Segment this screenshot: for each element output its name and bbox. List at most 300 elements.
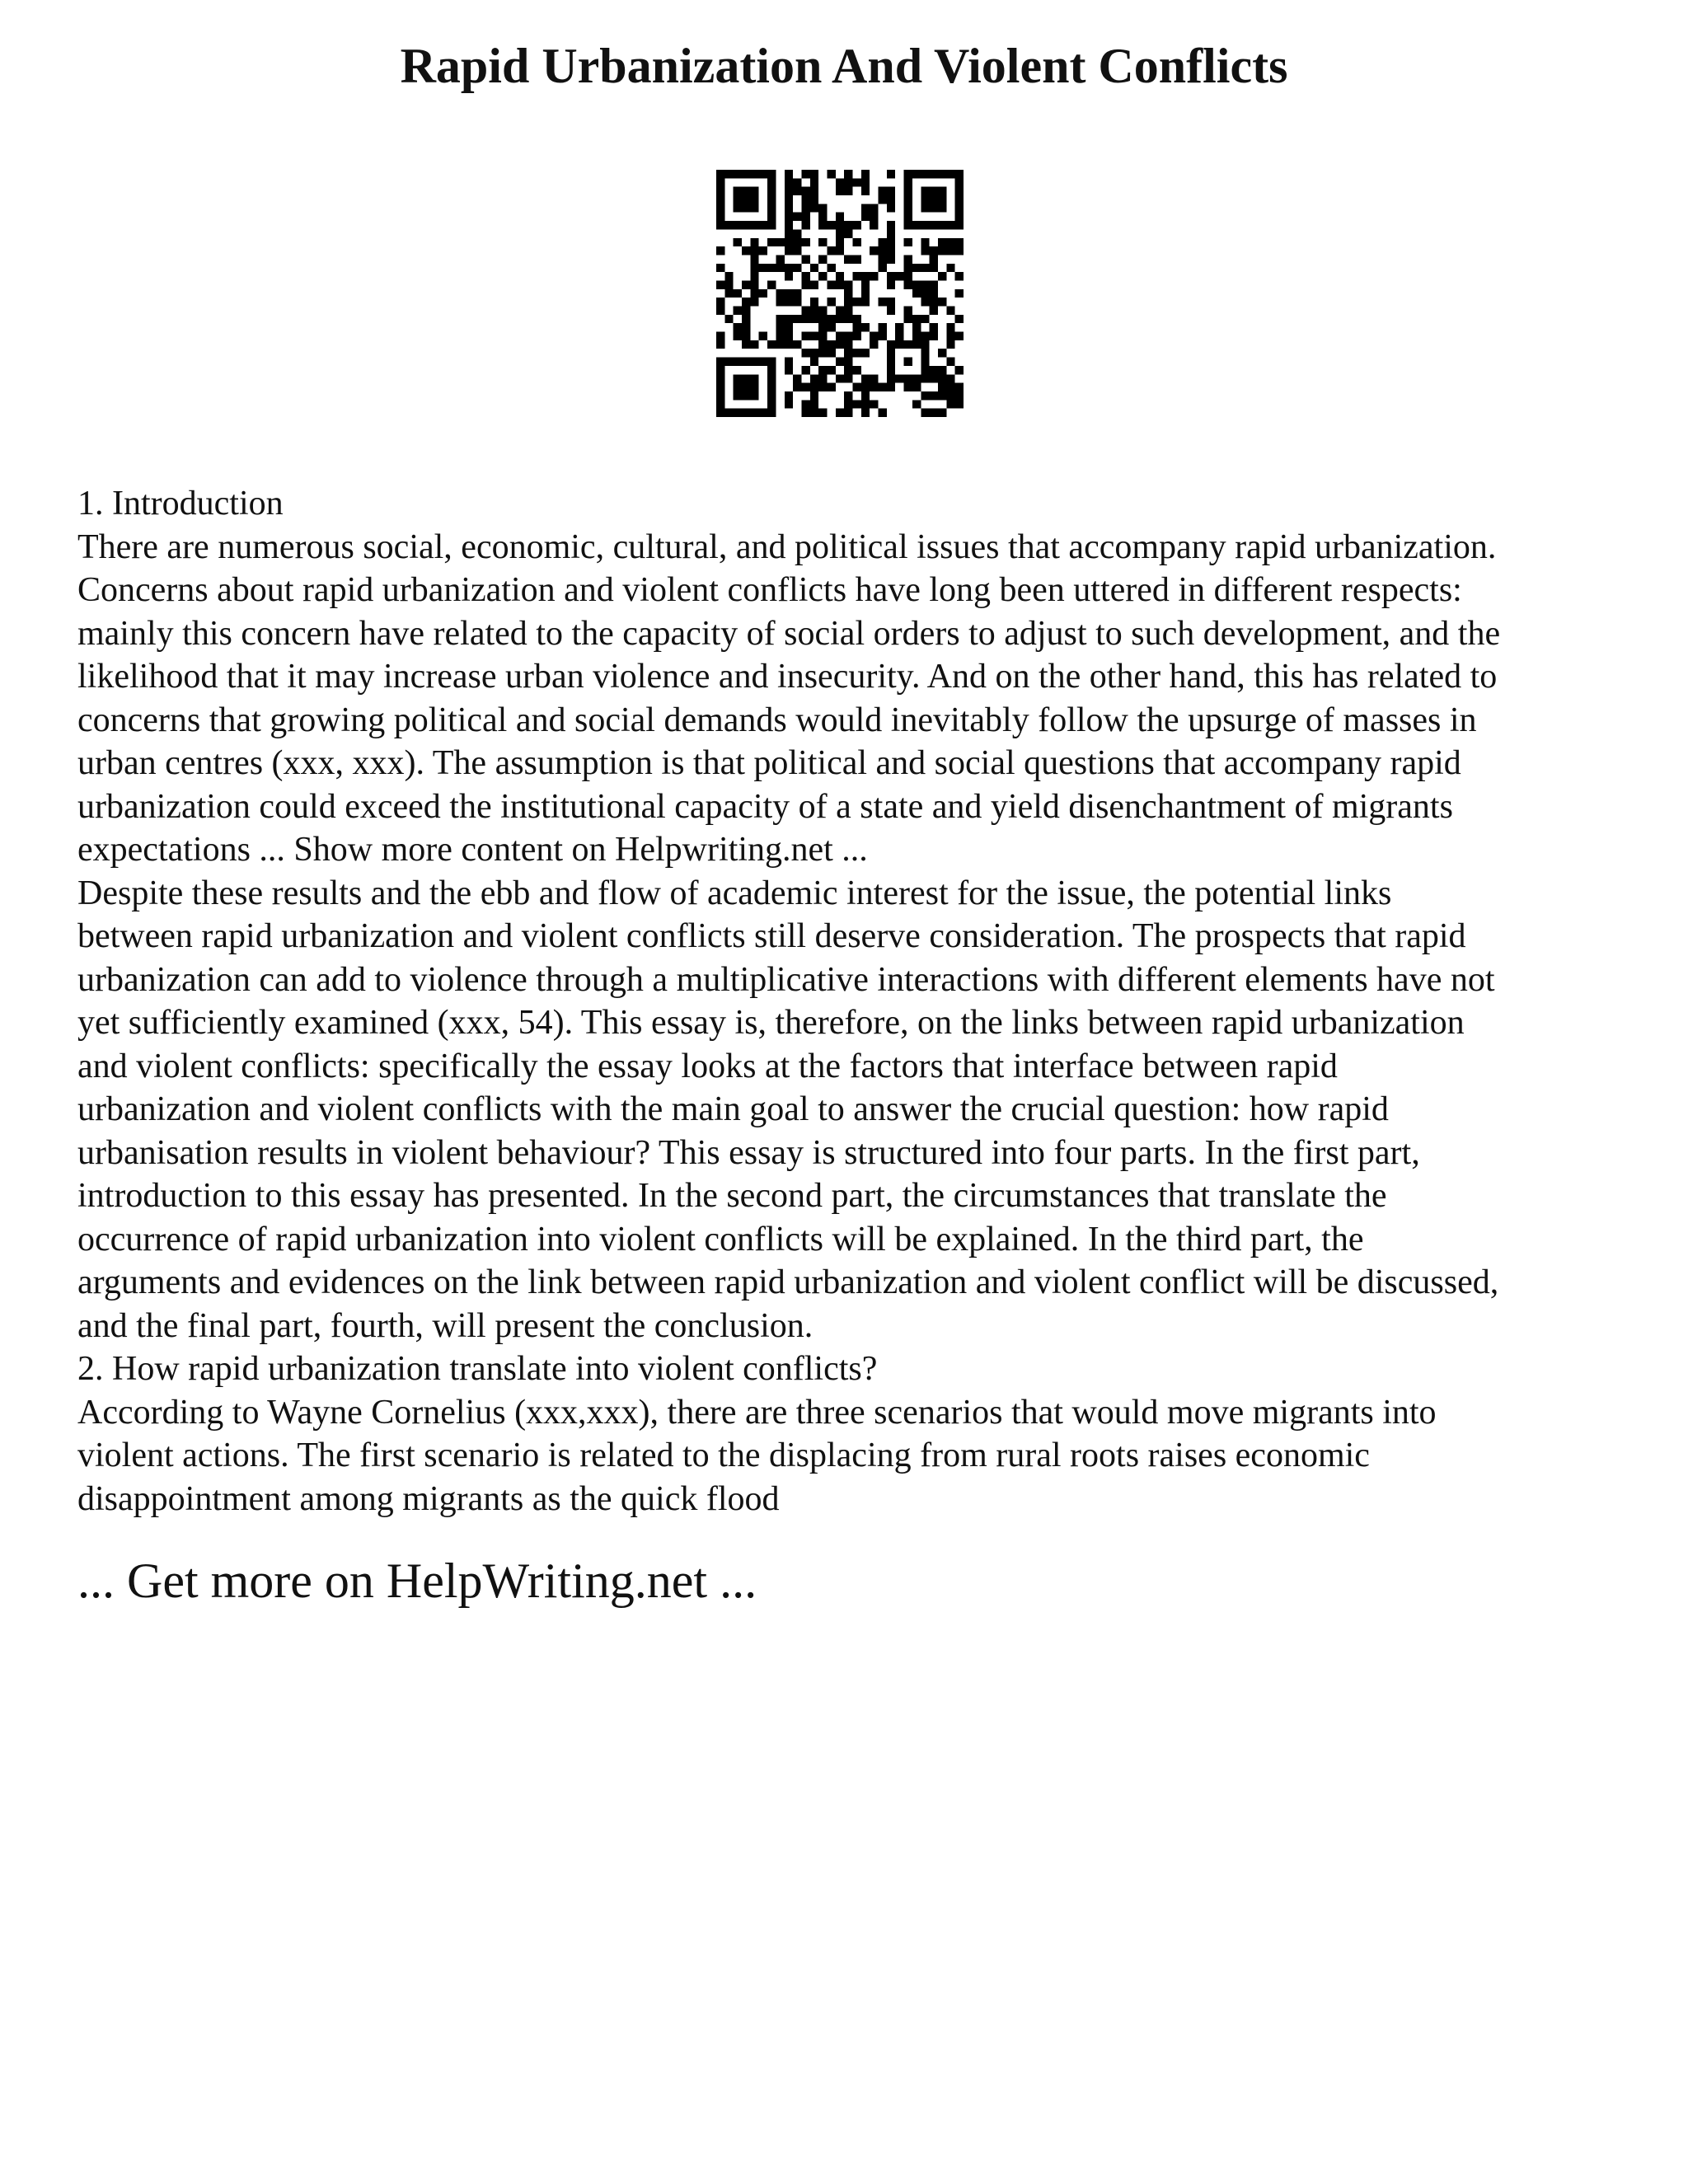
qr-module: [818, 374, 827, 382]
qr-module: [759, 170, 767, 178]
qr-module: [930, 246, 938, 255]
qr-module: [887, 229, 895, 237]
qr-module: [750, 298, 758, 306]
qr-module: [870, 246, 878, 255]
qr-module: [750, 187, 758, 195]
qr-module: [895, 374, 903, 382]
qr-module: [742, 358, 750, 366]
qr-module: [750, 246, 758, 255]
qr-module: [921, 238, 929, 246]
qr-module: [955, 213, 964, 221]
qr-module: [716, 358, 724, 366]
qr-module: [861, 349, 870, 357]
qr-module: [801, 366, 809, 374]
qr-module: [742, 307, 750, 315]
qr-module: [750, 391, 758, 400]
qr-module: [861, 280, 870, 288]
qr-module: [861, 272, 870, 280]
qr-code-icon[interactable]: [716, 170, 964, 417]
qr-module: [724, 170, 733, 178]
qr-module: [767, 178, 776, 186]
qr-module: [716, 340, 724, 349]
qr-module: [955, 246, 964, 255]
qr-module: [785, 272, 793, 280]
qr-module: [724, 289, 733, 298]
qr-module: [912, 170, 921, 178]
qr-module: [861, 187, 870, 195]
qr-module: [785, 315, 793, 323]
qr-module: [827, 315, 835, 323]
qr-module: [742, 315, 750, 323]
qr-module: [801, 238, 809, 246]
qr-module: [844, 358, 852, 366]
qr-module: [810, 178, 818, 186]
qr-module: [785, 391, 793, 400]
qr-module: [895, 323, 903, 331]
qr-module: [734, 409, 742, 417]
body-line: violent actions. The first scenario is related to the displacing from rural roots raises economic: [77, 1436, 1370, 1474]
qr-module: [921, 315, 929, 323]
qr-module: [904, 255, 912, 263]
qr-module: [750, 255, 758, 263]
qr-module: [879, 255, 887, 263]
section-heading-introduction: 1. Introduction: [77, 485, 284, 523]
qr-module: [810, 374, 818, 382]
qr-module: [785, 340, 793, 349]
qr-module: [844, 229, 852, 237]
qr-module: [818, 221, 827, 229]
qr-module: [734, 374, 742, 382]
qr-module: [767, 264, 776, 272]
qr-module: [759, 332, 767, 340]
qr-module: [844, 289, 852, 298]
qr-module: [921, 391, 929, 400]
qr-module: [946, 400, 954, 408]
qr-module: [793, 229, 801, 237]
qr-module: [946, 374, 954, 382]
qr-module: [895, 340, 903, 349]
qr-module: [930, 332, 938, 340]
qr-module: [716, 307, 724, 315]
qr-module: [921, 409, 929, 417]
qr-module: [750, 358, 758, 366]
body-line: urbanisation results in violent behaviour? This essay is structured into four parts. In the first part,: [77, 1133, 1420, 1172]
qr-module: [767, 340, 776, 349]
qr-module: [810, 400, 818, 408]
body-line: mainly this concern have related to the capacity of social orders to adjust to such development, and the: [77, 614, 1501, 653]
qr-module: [921, 332, 929, 340]
qr-module: [904, 187, 912, 195]
qr-module: [844, 366, 852, 374]
qr-module: [853, 221, 861, 229]
qr-module: [887, 204, 895, 212]
qr-module: [887, 349, 895, 357]
qr-module: [801, 315, 809, 323]
qr-module: [921, 264, 929, 272]
qr-module: [946, 238, 954, 246]
qr-module: [750, 170, 758, 178]
qr-module: [904, 374, 912, 382]
qr-module: [785, 323, 793, 331]
qr-module: [887, 221, 895, 229]
qr-module: [904, 264, 912, 272]
qr-module: [759, 246, 767, 255]
qr-module: [955, 272, 964, 280]
qr-module: [793, 213, 801, 221]
qr-module: [750, 272, 758, 280]
qr-module: [938, 409, 946, 417]
qr-module: [742, 195, 750, 204]
qr-module: [785, 366, 793, 374]
qr-module: [776, 264, 784, 272]
qr-module: [861, 400, 870, 408]
body-line: and violent conflicts: specifically the essay looks at the factors that interface between rapid: [77, 1047, 1338, 1085]
qr-module: [793, 238, 801, 246]
qr-module: [818, 340, 827, 349]
qr-module: [887, 238, 895, 246]
qr-module: [921, 221, 929, 229]
qr-module: [836, 409, 844, 417]
qr-module: [734, 391, 742, 400]
qr-module: [955, 204, 964, 212]
qr-module: [810, 204, 818, 212]
qr-module: [818, 315, 827, 323]
qr-module: [716, 221, 724, 229]
qr-module: [938, 272, 946, 280]
qr-module: [946, 391, 954, 400]
qr-module: [716, 409, 724, 417]
qr-module: [827, 298, 835, 306]
qr-module: [879, 264, 887, 272]
qr-module: [921, 187, 929, 195]
body-line: introduction to this essay has presented. In the second part, the circumstances that translate the: [77, 1177, 1387, 1215]
qr-module: [785, 246, 793, 255]
qr-module: [887, 298, 895, 306]
qr-module: [930, 264, 938, 272]
qr-module: [742, 391, 750, 400]
qr-module: [750, 221, 758, 229]
qr-module: [938, 221, 946, 229]
qr-module: [930, 289, 938, 298]
qr-module: [734, 358, 742, 366]
qr-module: [853, 238, 861, 246]
qr-module: [861, 178, 870, 186]
qr-module: [716, 332, 724, 340]
qr-module: [785, 178, 793, 186]
qr-module: [750, 289, 758, 298]
qr-module: [734, 307, 742, 315]
qr-module: [742, 280, 750, 288]
qr-module: [955, 366, 964, 374]
qr-module: [844, 391, 852, 400]
qr-module: [844, 400, 852, 408]
qr-module: [930, 255, 938, 263]
qr-module: [853, 349, 861, 357]
qr-module: [767, 366, 776, 374]
qr-module: [912, 400, 921, 408]
qr-module: [861, 213, 870, 221]
qr-module: [844, 221, 852, 229]
qr-module: [887, 383, 895, 391]
qr-module: [861, 374, 870, 382]
qr-module: [801, 213, 809, 221]
qr-module: [938, 298, 946, 306]
qr-module: [716, 178, 724, 186]
qr-module: [742, 246, 750, 255]
qr-module: [853, 272, 861, 280]
body-line: There are numerous social, economic, cultural, and political issues that accompany rapid urbanization.: [77, 527, 1497, 566]
qr-module: [818, 238, 827, 246]
qr-module: [734, 187, 742, 195]
qr-module: [767, 391, 776, 400]
qr-module: [938, 374, 946, 382]
qr-module: [870, 332, 878, 340]
qr-module: [870, 383, 878, 391]
qr-module: [716, 298, 724, 306]
qr-module: [955, 289, 964, 298]
qr-module: [785, 289, 793, 298]
qr-module: [844, 409, 852, 417]
qr-module: [955, 332, 964, 340]
qr-module: [724, 272, 733, 280]
qr-module: [767, 213, 776, 221]
qr-module: [759, 409, 767, 417]
qr-module: [818, 349, 827, 357]
qr-module: [946, 307, 954, 315]
qr-module: [912, 315, 921, 323]
qr-module: [716, 280, 724, 288]
qr-module: [827, 383, 835, 391]
qr-module: [844, 280, 852, 288]
qr-module: [912, 221, 921, 229]
qr-module: [844, 178, 852, 186]
qr-module: [734, 289, 742, 298]
qr-module: [767, 409, 776, 417]
qr-module: [810, 383, 818, 391]
qr-module: [930, 221, 938, 229]
qr-module: [785, 298, 793, 306]
qr-module: [785, 264, 793, 272]
qr-module: [904, 195, 912, 204]
get-more-link[interactable]: ... Get more on HelpWriting.net ...: [77, 1554, 757, 1608]
qr-module: [716, 264, 724, 272]
qr-module: [767, 195, 776, 204]
qr-module: [818, 272, 827, 280]
qr-module: [938, 195, 946, 204]
qr-module: [724, 409, 733, 417]
qr-module: [895, 332, 903, 340]
qr-module: [750, 204, 758, 212]
qr-module: [853, 298, 861, 306]
qr-module: [955, 391, 964, 400]
qr-module: [930, 170, 938, 178]
qr-module: [716, 391, 724, 400]
qr-module: [870, 340, 878, 349]
body-line: Concerns about rapid urbanization and violent conflicts have long been uttered in different respects:: [77, 571, 1462, 609]
qr-module: [793, 374, 801, 382]
qr-module: [870, 204, 878, 212]
show-more-line: expectations ... Show more content on Helpwriting.net ...: [77, 831, 868, 869]
qr-module: [818, 213, 827, 221]
qr-module: [785, 187, 793, 195]
body-line: likelihood that it may increase urban violence and insecurity. And on the other hand, this has related to: [77, 658, 1498, 696]
qr-module: [836, 332, 844, 340]
qr-module: [818, 383, 827, 391]
qr-module: [776, 332, 784, 340]
qr-module: [955, 178, 964, 186]
qr-module: [844, 170, 852, 178]
qr-module: [785, 332, 793, 340]
qr-module: [767, 383, 776, 391]
qr-module: [810, 358, 818, 366]
qr-module: [904, 272, 912, 280]
qr-module: [750, 238, 758, 246]
qr-module: [767, 400, 776, 408]
qr-module: [759, 289, 767, 298]
qr-module: [938, 238, 946, 246]
qr-module: [921, 170, 929, 178]
qr-module: [887, 272, 895, 280]
qr-module: [912, 340, 921, 349]
qr-module: [793, 289, 801, 298]
qr-module: [904, 204, 912, 212]
qr-module: [879, 298, 887, 306]
qr-module: [810, 264, 818, 272]
qr-module: [861, 170, 870, 178]
qr-module: [879, 383, 887, 391]
qr-module: [853, 178, 861, 186]
qr-module: [801, 400, 809, 408]
qr-module: [801, 307, 809, 315]
qr-module: [734, 383, 742, 391]
qr-module: [785, 229, 793, 237]
qr-module: [785, 400, 793, 408]
qr-module: [853, 383, 861, 391]
qr-module: [818, 307, 827, 315]
body-line: arguments and evidences on the link between rapid urbanization and violent conflict will be discussed,: [77, 1263, 1499, 1301]
qr-module: [801, 272, 809, 280]
qr-module: [793, 298, 801, 306]
qr-module: [724, 315, 733, 323]
body-line: occurrence of rapid urbanization into violent conflicts will be explained. In the third part, the: [77, 1220, 1364, 1258]
qr-module: [921, 280, 929, 288]
qr-module: [930, 187, 938, 195]
qr-module: [870, 374, 878, 382]
qr-module: [887, 280, 895, 288]
qr-module: [801, 280, 809, 288]
qr-module: [776, 298, 784, 306]
qr-module: [827, 340, 835, 349]
qr-module: [879, 195, 887, 204]
qr-module: [887, 374, 895, 382]
qr-module: [716, 170, 724, 178]
qr-module: [946, 323, 954, 331]
qr-module: [904, 340, 912, 349]
qr-module: [861, 391, 870, 400]
qr-module: [742, 409, 750, 417]
qr-module: [801, 187, 809, 195]
qr-module: [853, 366, 861, 374]
qr-module: [946, 340, 954, 349]
qr-module: [879, 246, 887, 255]
qr-module: [879, 187, 887, 195]
qr-module: [861, 323, 870, 331]
qr-module: [930, 307, 938, 315]
qr-module: [946, 246, 954, 255]
qr-module: [759, 221, 767, 229]
qr-module: [861, 204, 870, 212]
qr-module: [827, 221, 835, 229]
qr-module: [887, 358, 895, 366]
qr-module: [853, 255, 861, 263]
qr-module: [861, 409, 870, 417]
qr-module: [912, 374, 921, 382]
qr-module: [836, 238, 844, 246]
qr-module: [844, 332, 852, 340]
qr-module: [810, 307, 818, 315]
qr-module: [946, 383, 954, 391]
qr-module: [742, 170, 750, 178]
qr-module: [767, 221, 776, 229]
document-title: Rapid Urbanization And Violent Conflicts: [400, 39, 1288, 93]
qr-module: [938, 187, 946, 195]
qr-module: [716, 400, 724, 408]
qr-module: [716, 366, 724, 374]
qr-module: [879, 332, 887, 340]
qr-module: [785, 204, 793, 212]
qr-module: [921, 366, 929, 374]
qr-module: [716, 187, 724, 195]
qr-module: [742, 332, 750, 340]
qr-module: [810, 195, 818, 204]
qr-module: [810, 298, 818, 306]
qr-module: [955, 315, 964, 323]
qr-module: [844, 298, 852, 306]
qr-module: [879, 323, 887, 331]
qr-module: [912, 280, 921, 288]
qr-module: [930, 204, 938, 212]
qr-module: [904, 221, 912, 229]
qr-module: [887, 170, 895, 178]
qr-module: [742, 374, 750, 382]
body-line: urbanization can add to violence through a multiplicative interactions with different elements have not: [77, 960, 1495, 999]
qr-module: [801, 221, 809, 229]
qr-module: [938, 246, 946, 255]
qr-module: [921, 349, 929, 357]
qr-module: [724, 358, 733, 366]
qr-module: [946, 332, 954, 340]
qr-module: [801, 332, 809, 340]
qr-module: [793, 187, 801, 195]
qr-module: [836, 374, 844, 382]
qr-module: [836, 178, 844, 186]
qr-module: [742, 221, 750, 229]
qr-module: [810, 315, 818, 323]
qr-module: [921, 340, 929, 349]
qr-module: [810, 349, 818, 357]
qr-module: [836, 315, 844, 323]
qr-module: [904, 383, 912, 391]
qr-module: [767, 374, 776, 382]
qr-module: [836, 272, 844, 280]
qr-module: [921, 246, 929, 255]
qr-module: [904, 358, 912, 366]
qr-module: [930, 298, 938, 306]
qr-module: [912, 323, 921, 331]
qr-code-graphic: [716, 170, 964, 417]
qr-module: [716, 383, 724, 391]
qr-module: [801, 195, 809, 204]
